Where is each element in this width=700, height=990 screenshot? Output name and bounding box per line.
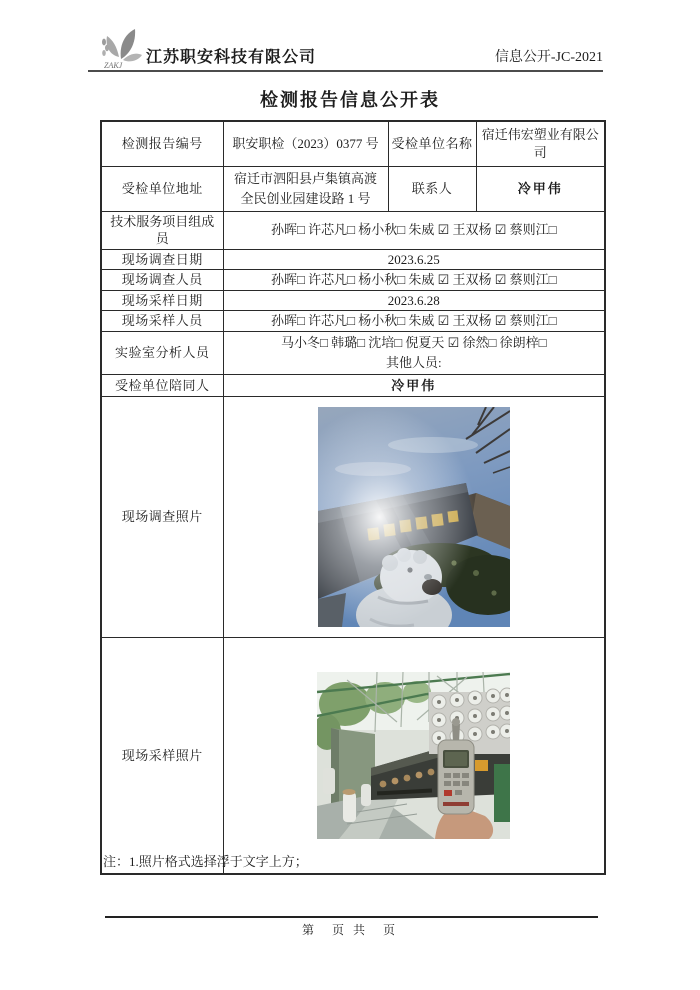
- sampling-staff-label: 现场采样人员: [101, 311, 223, 332]
- survey-date-value: 2023.6.25: [223, 249, 605, 270]
- table-row: [101, 374, 605, 396]
- sampling-photo-label: 现场采样照片: [101, 637, 223, 874]
- sampling-date-label: 现场采样日期: [101, 290, 223, 311]
- company-name: 江苏职安科技有限公司: [146, 49, 317, 66]
- table-row: [101, 211, 605, 249]
- header-rule: [88, 70, 603, 72]
- lab-staff-value: 马小冬□ 韩璐□ 沈培□ 倪夏天 ☑ 徐然□ 徐朗梓□ 其他人员:: [223, 331, 605, 374]
- orange-accent: [475, 760, 488, 771]
- escort-label: 受检单位陪同人: [101, 374, 223, 396]
- survey-date-label: 现场调查日期: [101, 249, 223, 270]
- doc-code: 信息公开-JC-2021: [494, 50, 603, 65]
- survey-photo-image: [318, 407, 510, 627]
- sampling-photo-cell: [223, 637, 605, 874]
- footer-rule: [105, 916, 598, 918]
- table-row: [101, 311, 605, 332]
- survey-photo-cell: [223, 396, 605, 637]
- table-row: [101, 249, 605, 270]
- page-title: 检测报告信息公开表: [260, 90, 440, 110]
- report-no-label: 检测报告编号: [101, 121, 223, 166]
- table-row: [101, 270, 605, 291]
- address-value: 宿迁市泗阳县卢集镇高渡 全民创业园建设路 1 号: [223, 166, 388, 211]
- footnote: 注：1.照片格式选择浮于文字上方；: [103, 854, 308, 869]
- sampling-date-value: 2023.6.28: [223, 290, 605, 311]
- table-row: [101, 290, 605, 311]
- survey-photo-label: 现场调查照片: [101, 396, 223, 637]
- contact-label: 联系人: [388, 166, 476, 211]
- green-machine-frame: [494, 764, 510, 822]
- contact-value: 冷甲伟: [476, 166, 605, 211]
- table-row: [101, 637, 605, 874]
- escort-value: 冷甲伟: [223, 374, 605, 396]
- survey-staff-value: 孙晖□ 许芯凡□ 杨小秋□ 朱威 ☑ 王双杨 ☑ 蔡则江□: [223, 270, 605, 291]
- company-logo-icon: [98, 26, 144, 70]
- table-row: [101, 121, 605, 166]
- table-row: [101, 396, 605, 637]
- address-label: 受检单位地址: [101, 166, 223, 211]
- sampling-staff-value: 孙晖□ 许芯凡□ 杨小秋□ 朱威 ☑ 王双杨 ☑ 蔡则江□: [223, 311, 605, 332]
- page-number-text: 第 页 共 页: [301, 923, 398, 937]
- sampling-photo-image: [317, 672, 510, 839]
- team-members: 孙晖□ 许芯凡□ 杨小秋□ 朱威 ☑ 王双杨 ☑ 蔡则江□: [223, 211, 605, 249]
- survey-staff-label: 现场调查人员: [101, 270, 223, 291]
- table-row: [101, 331, 605, 374]
- lab-staff-label: 实验室分析人员: [101, 331, 223, 374]
- team-label: 技术服务项目组成员: [101, 211, 223, 249]
- logo-text: ZAKJ: [104, 61, 123, 70]
- report-no-value: 职安职检（2023）0377 号: [223, 121, 388, 166]
- info-table: [100, 120, 606, 875]
- unit-name-label: 受检单位名称: [388, 121, 476, 166]
- table-row: [101, 166, 605, 211]
- unit-name-value: 宿迁伟宏塑业有限公司: [476, 121, 605, 166]
